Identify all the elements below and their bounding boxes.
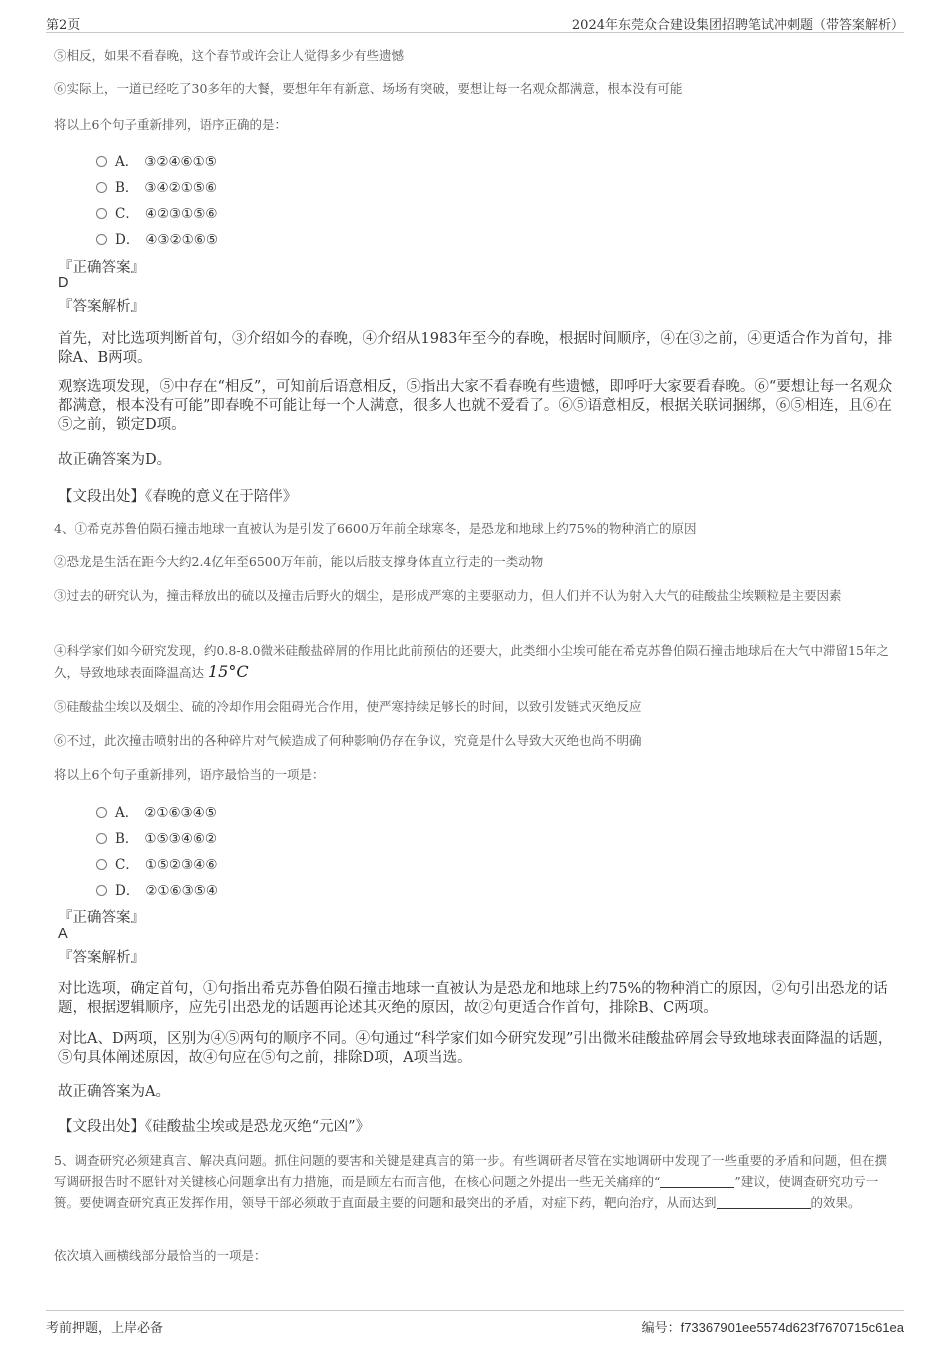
blank-2 — [717, 1196, 811, 1209]
q5-prompt: 依次填入画横线部分最恰当的一项是： — [54, 1248, 267, 1263]
q4-sentence-3: ③过去的研究认为，撞击释放出的硫以及撞击后野火的烟尘，是形成严寒的主要驱动力，但人们并不认为射入大气的硅酸盐尘埃颗粒是主要因素 — [54, 588, 842, 603]
q4-sentence-1: 4、①希克苏鲁伯陨石撞击地球一直被认为是引发了6600万年前全球寒冬，是恐龙和地球上约75%的物种消亡的原因 — [54, 521, 697, 536]
q3-prompt: 将以上6个句子重新排列，语序正确的是： — [54, 117, 287, 132]
q3-analysis-3: 故正确答案为D。 — [58, 452, 172, 468]
temperature-math: 15°C — [208, 662, 249, 681]
q4-source: 【文段出处】《硅酸盐尘埃或是恐龙灭绝“元凶”》 — [58, 1119, 371, 1135]
radio-icon[interactable] — [96, 182, 107, 193]
document-title: 2024年东莞众合建设集团招聘笔试冲刺题（带答案解析） — [571, 18, 904, 33]
q4-option-d[interactable]: D． ②①⑥③⑤④ — [96, 879, 218, 899]
footer-slogan: 考前押题，上岸必备 — [46, 1321, 164, 1336]
q3-option-c[interactable]: C． ④②③①⑤⑥ — [96, 202, 217, 222]
q4-option-b[interactable]: B． ①⑤③④⑥② — [96, 827, 217, 847]
radio-icon[interactable] — [96, 885, 107, 896]
q3-answer-label: 『正确答案』 — [58, 260, 145, 276]
blank-1 — [660, 1175, 734, 1188]
radio-icon[interactable] — [96, 833, 107, 844]
radio-icon[interactable] — [96, 807, 107, 818]
q4-sentence-4: ④科学家们如今研究发现，约0.8-8.0微米硅酸盐碎屑的作用比此前预估的还要大，此类细小尘埃可能在希克苏鲁伯陨石撞击地球后在大气中滞留15年之久，导致地球表面降温高达 15°C — [54, 643, 889, 681]
radio-icon[interactable] — [96, 156, 107, 167]
q4-answer: A — [58, 926, 68, 942]
q4-analysis-label: 『答案解析』 — [58, 950, 145, 966]
page-footer — [46, 1310, 904, 1339]
page-header — [46, 12, 904, 33]
q3-answer: D — [58, 275, 69, 291]
q3-option-b[interactable]: B． ③④②①⑤⑥ — [96, 176, 217, 196]
q4-option-c[interactable]: C． ①⑤②③④⑥ — [96, 853, 217, 873]
q4-sentence-5: ⑤硅酸盐尘埃以及烟尘、硫的冷却作用会阻碍光合作用，使严寒持续足够长的时间，以致引发链式灭绝反应 — [54, 699, 642, 714]
q4-analysis-3: 故正确答案为A。 — [58, 1084, 170, 1100]
q4-sentence-6: ⑥不过，此次撞击喷射出的各种碎片对气候造成了何种影响仍存在争议，究竟是什么导致大灭绝也尚不明确 — [54, 733, 642, 748]
q4-option-a[interactable]: A． ②①⑥③④⑤ — [96, 801, 217, 821]
radio-icon[interactable] — [96, 208, 107, 219]
q4-analysis-1: 对比选项，确定首句，①句指出希克苏鲁伯陨石撞击地球一直被认为是恐龙和地球上约75%的物种消亡的原因，②句引出恐龙的话题，根据逻辑顺序，应先引出恐龙的话题再论述其灭绝的原因，故②句更适合作首句，排除B、C两项。 — [58, 981, 888, 1016]
radio-icon[interactable] — [96, 234, 107, 245]
q3-source: 【文段出处】《春晚的意义在于陪伴》 — [58, 489, 298, 505]
q3-analysis-2: 观察选项发现，⑤中存在“相反”，可知前后语意相反，⑤指出大家不看春晚有些遗憾，即呼吁大家要看春晚。⑥“要想让每一名观众都满意，根本没有可能”即春晚不可能让每一个人满意，很多人也就不爱看了。⑥⑤语意相反，根据关联词捆绑，⑥⑤相连，且⑥在⑤之前，锁定D项。 — [58, 379, 893, 433]
q4-sentence-2: ②恐龙是生活在距今大约2.4亿年至6500万年前，能以后肢支撑身体直立行走的一类动物 — [54, 554, 544, 569]
q3-sentence-6: ⑥实际上，一道已经吃了30多年的大餐，要想年年有新意、场场有突破，要想让每一名观众都满意，根本没有可能 — [54, 81, 683, 96]
q5-stem: 5、调查研究必须建真言、解决真问题。抓住问题的要害和关键是建真言的第一步。有些调研者尽管在实地调研中发现了一些重要的矛盾和问题，但在撰写调研报告时不愿针对关键核心问题拿出有力措施，而是顾左右而言他，在核心问题之外提出一些无关痛痒的“ ”建议，使调查研究功亏一篑。要使调查研究真正发挥作用，领导干部必须敢于直面最主要的问题和最突出的矛盾，对症下药，靶向治疗，从而达到 的效果。 — [54, 1153, 887, 1210]
q3-analysis-1: 首先，对比选项判断首句，③介绍如今的春晚，④介绍从1983年至今的春晚，根据时间顺序，④在③之前，④更适合作为首句，排除A、B两项。 — [58, 331, 893, 366]
q3-analysis-label: 『答案解析』 — [58, 299, 145, 315]
document-id: 编号：f73367901ee5574d623f7670715c61ea — [641, 1320, 904, 1335]
q3-sentence-5: ⑤相反，如果不看春晚，这个春节或许会让人觉得多少有些遗憾 — [54, 48, 405, 63]
q4-prompt: 将以上6个句子重新排列，语序最恰当的一项是： — [54, 767, 325, 782]
q4-analysis-2: 对比A、D两项，区别为④⑤两句的顺序不同。④句通过“科学家们如今研究发现”引出微米硅酸盐碎屑会导致地球表面降温的话题，⑤句具体阐述原因，故④句应在⑤句之前，排除D项，A项当选。 — [58, 1031, 893, 1066]
radio-icon[interactable] — [96, 859, 107, 870]
q3-option-a[interactable]: A． ③②④⑥①⑤ — [96, 150, 217, 170]
q3-option-d[interactable]: D． ④③②①⑥⑤ — [96, 228, 218, 248]
q4-answer-label: 『正确答案』 — [58, 910, 145, 926]
page-number: 第2页 — [46, 18, 81, 33]
